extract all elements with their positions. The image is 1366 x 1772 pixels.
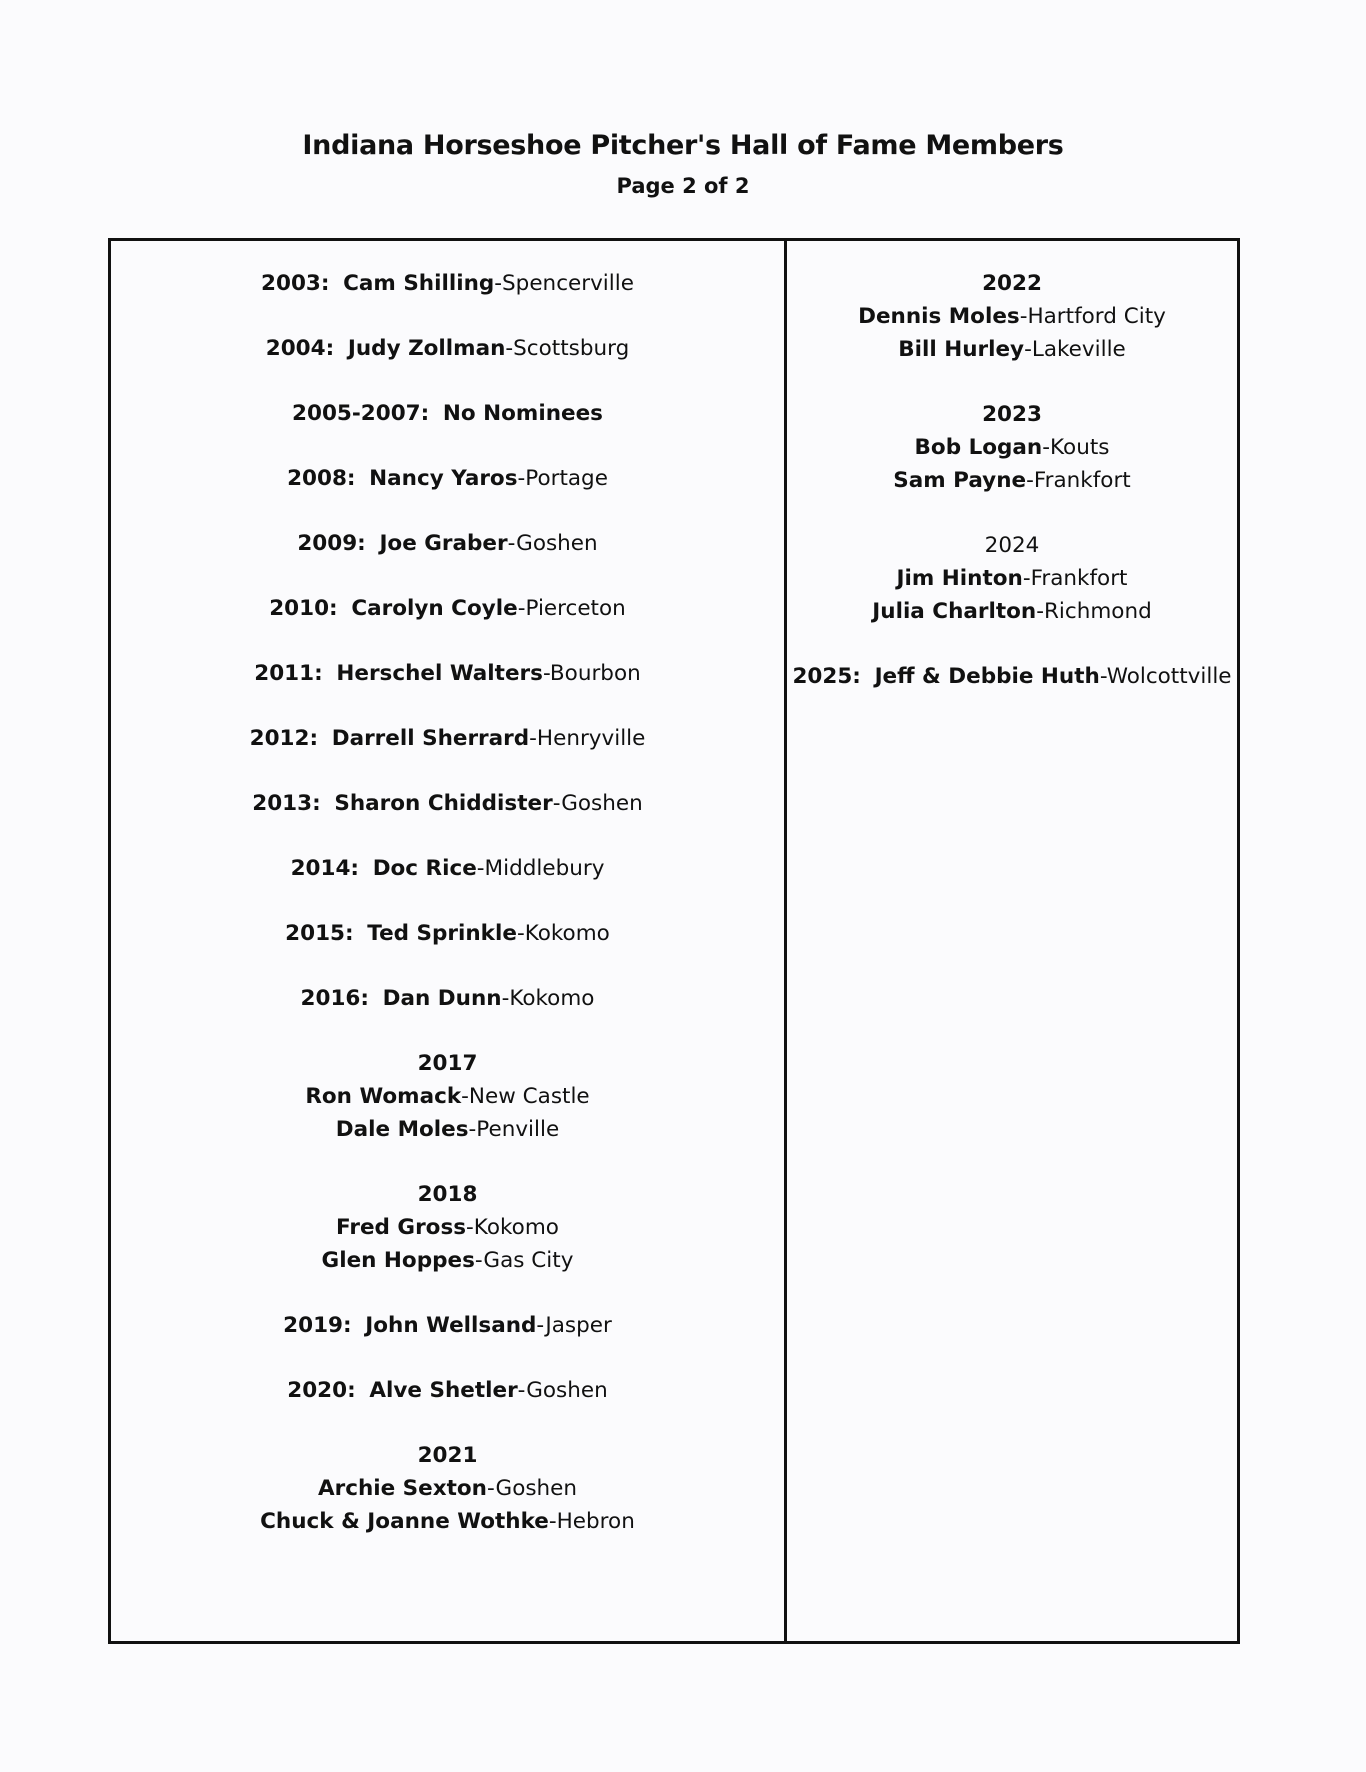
- entry-year: 2025:: [792, 664, 861, 689]
- list-item: [111, 1472, 784, 1505]
- member-place: -Bourbon: [542, 661, 641, 686]
- member-place: -Goshen: [552, 791, 643, 816]
- member-name: Darrell Sherrard: [331, 726, 530, 751]
- year-group: [111, 1047, 784, 1146]
- list-item: [787, 562, 1237, 595]
- list-item: [111, 787, 784, 820]
- member-name: Glen Hoppes: [321, 1248, 475, 1273]
- entry-year: 2005-2007:: [292, 401, 430, 426]
- member-name: Carolyn Coyle: [351, 596, 518, 621]
- member-name: Sharon Chiddister: [334, 791, 553, 816]
- member-name: Dennis Moles: [858, 304, 1020, 329]
- member-name: Chuck & Joanne Wothke: [260, 1509, 549, 1534]
- list-item: [111, 332, 784, 365]
- member-place: -Kouts: [1042, 435, 1110, 460]
- member-place: -Goshen: [517, 1378, 608, 1403]
- right-column: [787, 267, 1237, 725]
- member-name: Julia Charlton: [872, 599, 1037, 624]
- member-place: -Lakeville: [1024, 337, 1126, 362]
- list-item: [111, 1080, 784, 1113]
- left-column: [111, 267, 784, 1570]
- member-place: -Kokomo: [501, 986, 595, 1011]
- member-name: Dan Dunn: [382, 986, 502, 1011]
- entry-year: 2019:: [283, 1313, 352, 1338]
- entry-year: 2012:: [249, 726, 319, 751]
- member-name: Cam Shilling: [343, 271, 495, 296]
- year-group: [111, 1178, 784, 1277]
- member-name: Herschel Walters: [336, 661, 543, 686]
- member-place: -Penville: [468, 1117, 560, 1142]
- page-subtitle: Page 2 of 2: [616, 174, 750, 198]
- member-name: John Wellsand: [365, 1313, 537, 1338]
- member-name: Doc Rice: [372, 856, 477, 881]
- member-name: Joe Graber: [379, 531, 508, 556]
- list-item: [111, 982, 784, 1015]
- member-name: Jim Hinton: [896, 566, 1023, 591]
- entry-year: 2016:: [300, 986, 369, 1011]
- year-group: [787, 267, 1237, 366]
- member-name: Bill Hurley: [898, 337, 1025, 362]
- list-item: [787, 595, 1237, 628]
- list-item: [111, 1374, 784, 1407]
- list-item: [111, 397, 784, 430]
- member-name: Jeff & Debbie Huth: [874, 664, 1100, 689]
- member-place: -Richmond: [1036, 599, 1152, 624]
- group-year: 2022: [982, 271, 1042, 296]
- year-group: [787, 398, 1237, 497]
- list-item: [787, 660, 1237, 693]
- entry-year: 2015:: [285, 921, 354, 946]
- member-place: -Pierceton: [517, 596, 626, 621]
- member-place: -Goshen: [507, 531, 598, 556]
- entry-year: 2008:: [287, 466, 356, 491]
- member-place: -Scottsburg: [505, 336, 630, 361]
- list-item: [111, 462, 784, 495]
- entry-year: 2004:: [265, 336, 335, 361]
- member-name: Bob Logan: [914, 435, 1043, 460]
- member-name: Fred Gross: [336, 1215, 467, 1240]
- member-place: -Frankfort: [1026, 468, 1131, 493]
- list-item: [111, 1309, 784, 1342]
- list-item: [111, 592, 784, 625]
- entry-year: 2014:: [290, 856, 360, 881]
- page-title: Indiana Horseshoe Pitcher's Hall of Fame Members: [302, 130, 1064, 161]
- entry-year: 2003:: [261, 271, 330, 296]
- list-item: [787, 333, 1237, 366]
- member-place: -Gas City: [474, 1248, 574, 1273]
- list-item: [111, 1113, 784, 1146]
- group-year: 2018: [417, 1182, 478, 1207]
- member-name: Ron Womack: [305, 1084, 462, 1109]
- member-name: Archie Sexton: [317, 1476, 487, 1501]
- list-item: [111, 1211, 784, 1244]
- member-name: Dale Moles: [335, 1117, 469, 1142]
- member-name: Sam Payne: [893, 468, 1027, 493]
- entry-year: 2020:: [287, 1378, 356, 1403]
- member-name: Alve Shetler: [369, 1378, 518, 1403]
- members-table: [108, 238, 1240, 1644]
- member-place: -Frankfort: [1022, 566, 1128, 591]
- member-place: -Spencerville: [494, 271, 634, 296]
- year-group: [787, 529, 1237, 628]
- entry-year: 2011:: [254, 661, 323, 686]
- list-item: [111, 1244, 784, 1277]
- group-year: 2024: [984, 533, 1040, 558]
- member-place: -Hebron: [548, 1509, 635, 1534]
- entry-year: 2010:: [269, 596, 338, 621]
- list-item: [111, 527, 784, 560]
- year-group: [111, 1439, 784, 1538]
- list-item: [111, 657, 784, 690]
- member-place: -Kokomo: [466, 1215, 559, 1240]
- member-place: -Hartford City: [1019, 304, 1166, 329]
- list-item: [787, 464, 1237, 497]
- member-place: -New Castle: [461, 1084, 590, 1109]
- group-year: 2017: [417, 1051, 478, 1076]
- list-item: [111, 852, 784, 885]
- group-year: 2021: [417, 1443, 478, 1468]
- member-place: -Kokomo: [516, 921, 610, 946]
- member-name: No Nominees: [442, 401, 603, 426]
- member-name: Judy Zollman: [347, 336, 506, 361]
- list-item: [787, 300, 1237, 333]
- entry-year: 2009:: [297, 531, 366, 556]
- member-place: -Goshen: [486, 1476, 578, 1501]
- member-name: Nancy Yaros: [369, 466, 518, 491]
- entry-year: 2013:: [252, 791, 321, 816]
- member-place: -Portage: [517, 466, 608, 491]
- member-place: -Jasper: [536, 1313, 612, 1338]
- list-item: [787, 431, 1237, 464]
- list-item: [111, 1505, 784, 1538]
- group-year: 2023: [982, 402, 1042, 427]
- list-item: [111, 917, 784, 950]
- member-name: Ted Sprinkle: [367, 921, 517, 946]
- member-place: -Wolcottville: [1099, 664, 1232, 689]
- member-place: -Henryville: [529, 726, 646, 751]
- member-place: -Middlebury: [476, 856, 605, 881]
- list-item: [111, 722, 784, 755]
- list-item: [111, 267, 784, 300]
